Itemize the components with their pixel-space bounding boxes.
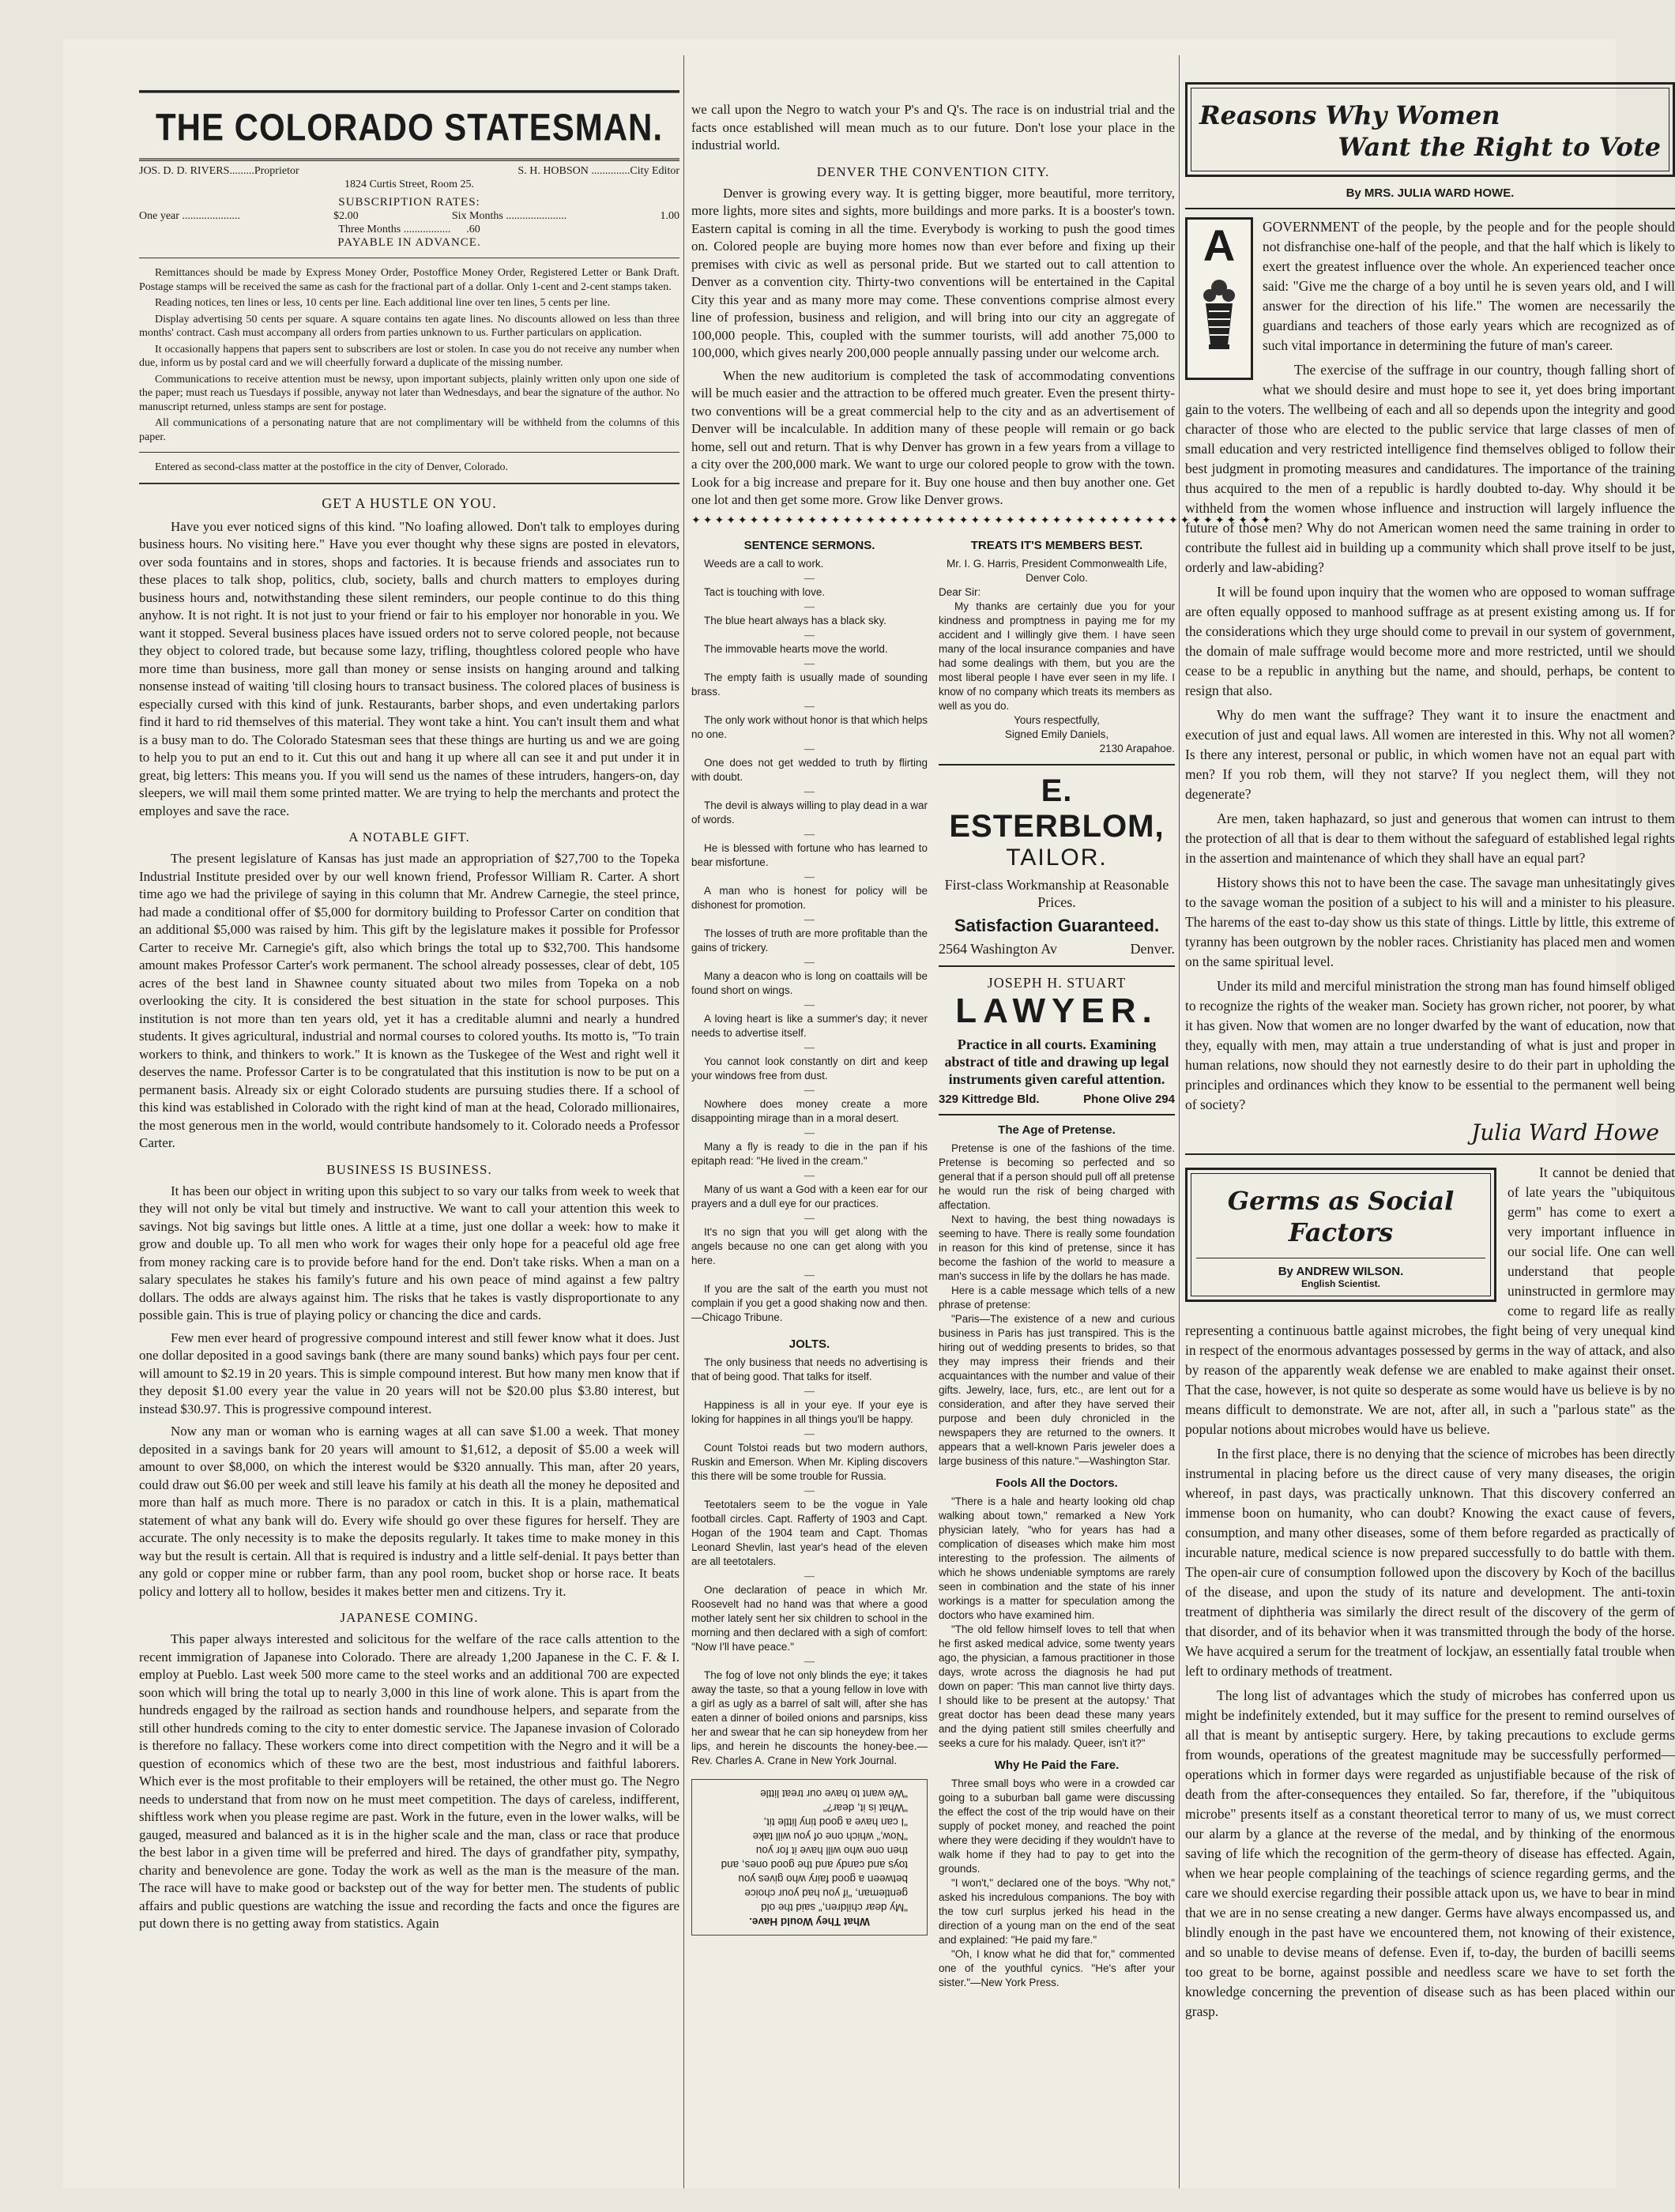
article-body: Denver is growing every way. It is getting bigger, more beautiful, more territory, more lights, more sites and sights, more buildings and more parks. It is a booster's town. Eastern capital is coming in all the time. Everybody is working to push the good times on. Colored people are buying more homes now than ever before and fixing up their premises with civic as well as personal pride. But we started out to call attention to Denver as a convention city. Thirty-two conventions will be entertained in the Capital City this year and as many more may come. These conventions comprise almost every line of profession, business and religion, and will bring into our city an aggregate of 100,000 people. This, coupled with the summer tourists, will add another 75,000 to 100,000, which gives nearly 200,000 people annually passing under our welcome arch. <box>691 185 1175 360</box>
sermons-item: Many of us want a God with a keen ear for our prayers and a dull eye for our practices. <box>691 1183 928 1209</box>
article-body: Have you ever noticed signs of this kind. "No loafing allowed. Don't talk to employes during business hours. No visiting here." Have you ever thought why these signs are posted in elevators, over soda fountains and in stores, shops and factories. It is because friends and associates run to these places to talk shop, politics, club, society, balls and church matters to employes during business hours and, notwithstanding these silent reminders, our people continue to do this thing anyhow. It is not right. It is not just to your friend or fair to his employer nor honorable in you. We want it stopped. Several business places have issued orders not to serve colored people, not because they object to colored trade, but because some lazy, trifling, thoughtless colored people who have more time than business, more gall than money or sense insists on hanging around and talking nonsense instead of waiting 'till closing hours to transact business. The colored places of business is especially cursed with this kind of junk. Restaurants, barber shops, and even undertaking parlors find it hard to rid themselves of this material. They wont take a hint. You can't insult them and what is a busy man to do. The Colorado Statesman sees that these things are hurting us and we are going to help you to put an end to it. Cut this out and hang it up where all can see it and put under it in great, big letters: This means you. If you will send us the names of these intruders, hangers-on, day sleepers, we will mail them some printed matter. We are trying to help the merchants and protect the employes and save the race. <box>139 518 679 818</box>
article-body: Are men, taken haphazard, so just and generous that women can intrust to them the protection of all that is dear to them without the safeguard of established legal rights in the assertion and maintenance of which they shall have an equal part? <box>1185 811 1675 866</box>
dash-separator: — <box>804 1384 815 1397</box>
article-headline: GET A HUSTLE ON YOU. <box>322 495 497 511</box>
tailor-address-row <box>939 941 1175 957</box>
notice-paragraph: Display advertising 50 cents per square. A square contains ten agate lines. No discounts allowed on less than three months' contract. Cash must accompany all orders from parties unknown to us. Further particulars on application. <box>139 313 679 339</box>
dash-separator: — <box>804 628 815 641</box>
lawyer-contact-row <box>939 1093 1175 1106</box>
rates-three-label: Three Months ................. <box>338 224 451 235</box>
upside-down-title: What They Would Have. <box>749 1915 870 1928</box>
sermons-item: If you are the salt of the earth you must not complain if you get a good shaking now and then.—Chicago Tribune. <box>691 1282 928 1323</box>
germs-role: English Scientist. <box>1300 1278 1381 1289</box>
tailor-guarantee: Satisfaction Guaranteed. <box>954 915 1160 935</box>
entered-notice: Entered as second-class matter at the postoffice in the city of Denver, Colorado. <box>155 461 509 473</box>
column-3 <box>1185 47 1675 2026</box>
sermons-column <box>691 532 928 1990</box>
proprietor: JOS. D. D. RIVERS.........Proprietor <box>139 165 299 177</box>
jolts-item: One declaration of peace in which Mr. Roosevelt had no hand was that where a good mother lately sent her six children to school in the morning and then declared with a sigh of comfort: "Now I'll have peace." <box>691 1583 928 1653</box>
staff-line <box>139 164 679 178</box>
ornamental-divider: ✦✦✦✦✦✦✦✦✦✦✦✦✦✦✦✦✦✦✦✦✦✦✦✦✦✦✦✦✦✦✦✦✦✦✦✦✦✦✦✦✦✦✦✦✦✦✦✦✦✦ <box>691 514 1274 527</box>
article-body: It cannot be denied that of late years the "ubiquitous germ" has come to exert a very important influence in our social life. One can well understand that people uninstructed in germlore may come to regard life as really representing a continuous battle against microbes, the fight being of very unequal kind in respect of the enormous advantages possessed by germs in the way of attack, and also by reason of the apparently weak defense we are enabled to make against their onset. That the case, however, is not quite so desperate as some would have us believe is by no means difficult to demonstrate. We are not, after all, in such a "parlous state" as the popular notions about microbes would have us believe. <box>1185 1164 1675 1437</box>
jolts-item: Count Tolstoi reads but two modern authors, Ruskin and Emerson. When Mr. Kipling discovers this there will be some trouble for Russia. <box>691 1441 928 1482</box>
lawyer-line: Practice in all courts. Examining abstract of title and drawing up legal instruments given careful attention. <box>944 1036 1169 1087</box>
howe-title-line1: Reasons Why Women <box>1199 100 1500 130</box>
article-body: In the first place, there is no denying that the science of microbes has been directly instrumental in placing before us the direct cause of very many diseases, the origin whereof, in past days, was practically unknown. That this discovery conferred an immense boon on humanity, who can doubt? Knowing the exact cause of fevers, consumption, and many other diseases, some of them before regarded as practically of incurable nature, medical science is now prepared successfully to do battle with them. The open-air cure of consumption followed upon the discovery by Koch of the bacillus of the disease, and upon the study of its nature and development. The anti-toxin treatment of diphtheria was similarly the direct result of the discovery of the germ of that disorder, and of its behavior when it was transmitted through the body of the horse. We have acquired a serum for the treatment of lockjaw, an essentially fatal trouble when left to ordinary methods of treatment. <box>1185 1446 1675 1679</box>
dash-separator: — <box>804 1569 815 1582</box>
sermons-item: Nowhere does money create a more disappointing mirage than in a moral desert. <box>691 1097 928 1124</box>
article-body: Now any man or woman who is earning wages at all can save $1.00 a week. That money deposited in a savings bank for 20 years will amount to $1,612, a deposit of $5.00 a week will amount to over $8,000, on which the interest would be $320 annually. This man, after 20 years, could draw out $6.00 per week and still leave his family at his death all the money he deposited and more than half as much more. There is no paradox or catch in this. It is a plain, mathematical statement of what any bank will do. Every wife should go over these figures for herself. They are accurate. The only necessity is to make the deposits regularly. It takes time to make money in this way but the result is certain. All that is required is industry and a little self-denial. It pays better than any gold or copper mine or rubber farm, than any pool room, bucket shop or horse race. It beats policy and lottery all to hollow, besides it makes better men and citizens. Try it. <box>139 1424 679 1599</box>
sermons-item: The only work without honor is that which helps no one. <box>691 713 928 740</box>
drop-cap-letter: A <box>1203 220 1236 270</box>
ads-column <box>939 532 1175 1990</box>
germs-title-line1: Germs as Social <box>1227 1186 1455 1216</box>
upside-lines-item: between a good fairy who gives you <box>738 1872 908 1885</box>
sermons-item: Tact is touching with love. <box>704 585 826 598</box>
dash-separator: — <box>804 1040 815 1053</box>
rates-title: SUBSCRIPTION RATES: <box>338 196 480 209</box>
treats-closing: Yours respectfully, <box>1014 713 1100 726</box>
sermons-headline: SENTENCE SERMONS. <box>743 538 875 552</box>
doctors-item: "The old fellow himself loves to tell that when he first asked medical advice, some twenty years ago, the physician, a famous practitioner in those days, wrote across the diagnosis he had put down on paper: 'This man cannot live thirty days. I should like to be present at the autopsy.' That great doctor has been dead these many years and the dying patient still smiles cheerfully and seeks a cure for his malady. Queer, isn't it?" <box>939 1623 1175 1749</box>
lawyer-name: JOSEPH H. STUART <box>987 974 1127 991</box>
dash-separator: — <box>804 1268 815 1281</box>
sermons-item: The blue heart always has a black sky. <box>704 614 886 626</box>
tailor-ad <box>939 773 1175 957</box>
upside-lines-item: "My dear children," said the old <box>761 1901 908 1913</box>
jolts-item: The only business that needs no advertising is that of being good. That talks for itself. <box>691 1356 928 1382</box>
germs-title-inner <box>1191 1173 1491 1296</box>
jolts-item: Teetotalers seem to be the vogue in Yale football circles. Capt. Rafferty of 1903 and Capt. Hogan of the 1904 team and Capt. Thomas Leonard Shevlin, last year's head of the eleven are all teetotalers. <box>691 1498 928 1567</box>
treats-headline: TREATS IT'S MEMBERS BEST. <box>970 538 1143 552</box>
article-body: It has been our object in writing upon this subject to so vary our talks from week to week that they will not only be vital but timely and instructive. We want to call your attention this week to savings. Not big savings but little ones. A little at a time, just one dollar a week: how to make it grow and double up. To all men who work for wages their only hope for a peaceful old age free from money racking care is to provide before hand for the end. Don't take risks. When a man on a salary speculates he stakes his family's future and his own peace of mind against a few paltry dollars. The odds are always against him. The risks that he takes is vastly disproportionate to any possible gain. This is true of playing policy or chancing the dice and cards. <box>139 1183 679 1322</box>
treats-address: 2130 Arapahoe. <box>1099 742 1175 754</box>
dash-separator: — <box>804 742 815 754</box>
sermons-item: Many a deacon who is long on coattails will be found short on wings. <box>691 969 928 996</box>
notice-paragraph: It occasionally happens that papers sent to subscribers are lost or stolen. In case you do not receive any number when due, inform us by postal card and we will cheerfully forward a duplicate of the missing number. <box>139 343 679 369</box>
fare-item: Three small boys who were in a crowded car going to a suburban ball game were discussing the effect the cost of the trip would have on their supply of pocket money, and reached the point where they were deciding if they wouldn't have to walk home if they had to pay to get into the grounds. <box>939 1777 1175 1875</box>
sermons-item: The immovable hearts move the world. <box>704 642 888 655</box>
tailor-trade: TAILOR. <box>1006 844 1108 871</box>
howe-byline: By MRS. JULIA WARD HOWE. <box>1346 186 1515 200</box>
dash-separator: — <box>804 699 815 712</box>
dash-separator: — <box>804 656 815 669</box>
pretense-body <box>939 1142 1175 1469</box>
article-body: The present legislature of Kansas has just made an appropriation of $27,700 to the Topeka Industrial Institute presided over by our well known friend, Professor William R. Carter. A short time ago we had the privilege of saying in this column that Mr. Andrew Carnegie, the steel prince, had made a conditional offer of $5,000 for dormitory building to Professor Carter on condition that an additional $5,000 was raised by him. This gift by the legislature makes it possible for Professor Carter to receive Mr. Carnegie's gift, also which brings the total up to $32,700. This handsome amount makes Professor Carter's work permanent. The school already possesses, clear of debt, 105 acres of the best land in Shawnee county situated about two miles from Topeka on a nob overlooking the city. It is considered the best situation in the state for school purposes. This institution is not more than ten years old, yet it has a creditable alumni and nearly a hundred students. It gives agricultural, industrial and normal courses to colored youths. Its motto is, "To train workers to think, and thinkers to work." It is known as the Tuskegee of the West and right well it deserves the name. Professor Carter is to be congratulated that this institution is now to be put on a permanent basis. Already six or eight Colorado students are pursuing studies there. If a school of this kind was established in Colorado with the right kind of man at the head, Colorado millionaires, the most generous men in the world, would contribute handsomely to it. Colorado needs a Professor Carter. <box>139 851 679 1150</box>
howe-title-line2: Want the Right to Vote <box>1338 132 1661 162</box>
article-headline: DENVER THE CONVENTION CITY. <box>816 164 1050 179</box>
upside-lines-item: "Now," which one of you will take <box>752 1830 908 1842</box>
pretense-headline: The Age of Pretense. <box>998 1123 1116 1137</box>
divider <box>939 965 1175 967</box>
article-headline: A NOTABLE GIFT. <box>348 830 470 845</box>
dash-separator: — <box>804 600 815 612</box>
doctors-headline: Fools All the Doctors. <box>996 1476 1118 1490</box>
article-body: The long list of advantages which the study of microbes has conferred upon us might be indefinitely extended, but it may suffice for the present to remind ourselves of all that is meant by antiseptic surgery. Here, by taking precautions to exclude germs from wounds, operations of the greatest magnitude may be successfully performed—operations which in former days were regarded as unjustifiable because of the risk of death from the after-consequences they entailed. So far, therefore, if the "ubiquitous microbe" presents itself as a constant theoretical terror to many of us, we must correct our alarm by a glance at the reverse of the medal, and by thinking of the enormous saving of life which the recognition of the germ-theory of disease has effected. Again, when we hear people complaining of the teachings of science regarding germs, and the care we should exercise regarding their possible attack upon us, we have to bear in mind that we are in no sense creating a new danger. Germs have always encompassed us, and blindly enough in the past have we encountered them, not knowing of their existence, and so unable to devise means of defense. Even if, to-day, the burden of bacilli seems too great to be borne, against possible and needless scare we have to set forth the knowledge concerning the prevention of disease such as has been placed within our grasp. <box>1185 1687 1675 2019</box>
column-2 <box>691 47 1274 1990</box>
city-editor: S. H. HOBSON ..............City Editor <box>518 165 679 177</box>
sermons-item: Many a fly is ready to die in the pan if his epitaph read: "He lived in the cream." <box>691 1140 928 1167</box>
notice-paragraph: Communications to receive attention must be newsy, upon important subjects, plainly written only upon one side of the paper; must reach us Tuesdays if possible, anyway not later than Wednesdays, and bear the signature of the author. No manuscript returned, unless stamps are sent for postage. <box>139 373 679 413</box>
divider <box>139 452 679 453</box>
upside-lines-item: "What is it, dear?" <box>822 1801 908 1814</box>
article-body: History shows this not to have been the case. The savage man unhesitatingly gives to the savage woman the position of a subject to his will and a minister to his pleasure. The harems of the east to-day show us this state of things. Little by little, this extreme of tyranny has been outgrown by the nobler races. Christianity has placed men and women on the same spiritual level. <box>1185 875 1675 969</box>
sermons-list <box>691 557 928 1325</box>
jolts-headline: JOLTS. <box>789 1337 830 1351</box>
office-address: 1824 Curtis Street, Room 25. <box>344 179 475 190</box>
fare-body <box>939 1777 1175 1990</box>
article-continuation: we call upon the Negro to watch your P's and Q's. The race is on industrial trial and the facts once established will mean much as to our future. Don't lose your place in the industrial world. <box>691 102 1175 152</box>
article-body: Few men ever heard of progressive compound interest and still fewer know what it does. Just one dollar deposited in a good savings bank (there are many sound banks) which pays four per cent. will amount to $2.19 in 20 years. This is simple compound interest. But how many men know that if they deposit $1.00 every year the value in 20 years will not be $20.00 plus $3.80 interest, but instead $30.97. This is progressive compound interest. <box>139 1330 679 1416</box>
sermons-item: It's no sign that you will get along with the angels because no one can get along with you here. <box>691 1225 928 1266</box>
tailor-city: Denver. <box>1130 940 1175 957</box>
sermons-item: A loving heart is like a summer's day; it never needs to advertise itself. <box>691 1012 928 1039</box>
dash-separator: — <box>804 912 815 925</box>
dash-separator: — <box>804 1083 815 1096</box>
sermons-item: You cannot look constantly on dirt and keep your windows free from dust. <box>691 1055 928 1082</box>
upside-lines-item: then one who will have it for you <box>755 1844 908 1856</box>
divider <box>939 1114 1175 1115</box>
fare-item: "Oh, I know what he did that for," commented one of the youthful cynics. "He's after your sister."—New York Press. <box>939 1947 1175 1988</box>
germs-byline: By ANDREW WILSON. <box>1196 1258 1485 1278</box>
dash-separator: — <box>804 1484 815 1496</box>
lawyer-phone: Phone Olive 294 <box>1083 1092 1175 1106</box>
column-1 <box>139 47 679 1938</box>
lawyer-address: 329 Kittredge Bld. <box>939 1092 1040 1106</box>
article-body: It will be found upon inquiry that the women who are opposed to woman suffrage are often equally opposed to manhood suffrage as at present existing among us. If for the considerations which they urge should come to prevail in our system of government, the domain of male suffrage would become more and more restricted, until we should cease to be a republic in anything but the name, and should, perhaps, be content to resign that also. <box>1185 584 1675 698</box>
fare-item: "I won't," declared one of the boys. "Why not," asked his incredulous companions. The boy with the tow curl surplus jerked his head in the direction of a young man on the end of the seat and explained: "He paid my fare." <box>939 1876 1175 1946</box>
howe-title-inner <box>1191 88 1669 171</box>
tailor-line: First-class Workmanship at Reasonable Prices. <box>944 876 1169 910</box>
upside-lines-item: gentleman, "if you had your choice <box>744 1887 908 1899</box>
jolts-item: The fog of love not only blinds the eye; it takes away the taste, so that a young fellow in love with a girl as ugly as a barrel of salt will, after she has eaten a dinner of boiled onions and parsnips, kiss her and swear that he can sip honeydew from her lips, and herein he discounts the honey-bee.—Rev. Charles A. Crane in New York Journal. <box>691 1668 928 1766</box>
upside-down-lines <box>698 1786 920 1914</box>
pretense-item: Pretense is one of the fashions of the time. Pretense is becoming so perfected and so general that if a person should pull off all pretense he would run the risk of being charged with affectation. <box>939 1142 1175 1211</box>
pretense-item: "Paris—The existence of a new and curious business in Paris has just transpired. This is the hiring out of wedding presents to brides, so that they may impress their friends and their acquaintances with the number and value of their gifts. Jewelry, lace, furs, etc., are lent out for a consideration, and after they have served their purpose and been duly chronicled in the newspapers they are returned to the owners. It appears that a well-known Paris jeweler does a large business of this nature."—Washington Star. <box>939 1312 1175 1467</box>
sermons-item: He is blessed with fortune who has learned to bear misfortune. <box>691 841 928 868</box>
doctors-body <box>939 1495 1175 1751</box>
treats-salutation: Dear Sir: <box>939 585 981 598</box>
article-headline: JAPANESE COMING. <box>340 1610 479 1625</box>
rates-year-label: One year ..................... <box>139 210 240 222</box>
article-body: This paper always interested and solicitous for the welfare of the race calls attention to the recent immigration of Japanese into Colorado. There are already 1,200 Japanese in the C. F. & I. employ at Pueblo. Last week 500 more came to the steel works and an additional 700 are expected soon which will bring the total up to nearly 3,000 in this line of work alone. This is apart from the hundreds engaged by the railroad as section hands and roundhouse helpers, and separate from the still other hundreds coming to the city to enter domestic service. The Japanese invasion of Colorado is therefore no fallacy. These workers come into direct competition with the Negro and it will be a question of economics which of these two are the best, most industrious and faithful laborers. Which ever is the most profitable to their employers will be retained, the other must go. The Negro needs to understand that from now on he must meet competition. The days of careless, indifferent, shiftless work when you please regime are past. Work in the future, even in the lower walks, will be gauged, measured and balanced as it is in the higher scale and the man, class or race that produce the best labor in a given time will be preferred and hired. The days of grandfather pity, sympathy, charity and benevolence are gone. Today the work as well as the man is the measure of the man. The race will have to make good or backstep out of the way for better men. The students of public affairs and public questions are watching the issue and recording the facts and once the figures are put down there is no getting away from statistics. Again <box>139 1631 679 1931</box>
notice-paragraph: Reading notices, ten lines or less, 10 cents per line. Each additional line over ten lines, 5 cents per line. <box>155 297 611 309</box>
article-body: Under its mild and merciful ministration the strong man has found himself obliged to recognize the rights of the weaker man. Society has grown richer, not poorer, by what it has given. Now that women are no longer dwarfed by the want of education, now that they, equally with men, may attain a true understanding of what is just and proper in human relations, now should they not earnestly desire to do their part in upholding the principles and ordinances which they know to be essential to the permanent well being of society? <box>1185 978 1675 1112</box>
rates-six: 1.00 <box>660 210 679 222</box>
howe-title-box <box>1185 82 1675 177</box>
rates-six-label: Six Months ...................... <box>451 210 567 222</box>
upside-lines-item: "We want to have our treat little <box>760 1787 908 1800</box>
lawyer-ad <box>939 975 1175 1106</box>
dash-separator: — <box>804 1168 815 1181</box>
sermons-item: The losses of truth are more profitable than the gains of trickery. <box>691 927 928 954</box>
tailor-address: 2564 Washington Av <box>939 940 1057 957</box>
tailor-name: E. ESTERBLOM, <box>949 773 1165 844</box>
article-body: The exercise of the suffrage in our country, though falling short of what we should desire and must hope to see it, yet does bring important gain to the voters. The wellbeing of each and all so depends upon the integrity and good character of those who are elected to the public service that large classes of men of small education and very restricted intelligence find themselves obliged to follow their best judgment in promoting measures and candidatures. The importance of the training thus acquired to the men of a republic is hardly doubted to-day. Why should it be withheld from the women whose influence and instruction will largely influence the future of those men? Why do not American women need the same training in order to contribute the fullest aid in building up a community which shall prove itself to be just, orderly and law-abiding? <box>1185 362 1675 575</box>
doctors-item: "There is a hale and hearty looking old chap walking about town," remarked a New York physician lately, "who for years has had a complication of diseases which make him most interesting to the profession. The ailments of which he shows undeniable symptoms are rarely seen in combination and the state of his inner workings is a matter for speculation among the doctors who have examined him. <box>939 1495 1175 1621</box>
dash-separator: — <box>804 955 815 968</box>
two-column-block <box>691 532 1175 1990</box>
article-body: Why do men want the suffrage? They want it to insure the enactment and execution of just and equal laws. All women are interested in this. Why not all women? Is there any interest, personal or public, in which women have not an equal part with men? If you rob them, will they not starve? If you neglect them, will they not degenerate? <box>1185 707 1675 802</box>
signature: Julia Ward Howe <box>1471 1119 1659 1146</box>
dash-separator: — <box>804 571 815 584</box>
newspaper-page <box>63 40 1675 2188</box>
rates-three: .60 <box>466 224 480 235</box>
pretense-item: Next to having, the best thing nowadays is seeming to have. There is really some foundation in reason for this kind of pretense, since it has become the fashion of the world to measure a man's success in life by the dollars he has made. <box>939 1213 1175 1282</box>
rates-year: $2.00 <box>333 210 359 222</box>
dash-separator: — <box>804 998 815 1010</box>
rates-row <box>139 223 679 236</box>
dash-separator: — <box>804 870 815 882</box>
germs-title-box <box>1185 1168 1496 1302</box>
dash-separator: — <box>804 1654 815 1667</box>
notice-paragraph: All communications of a personating nature that are not complimentary will be withheld from the columns of this paper. <box>139 417 679 443</box>
dash-separator: — <box>804 784 815 797</box>
dash-separator: — <box>804 1427 815 1439</box>
treats-addressee: Mr. I. G. Harris, President Commonwealth Life, Denver Colo. <box>946 557 1168 584</box>
article-headline: BUSINESS IS BUSINESS. <box>326 1161 492 1177</box>
article-body: When the new auditorium is completed the task of accommodating conventions will be much easier and the attraction to be offered much greater. Even the present thirty-two conventions will be a great commercial help to the city and as an advertisement of Denver will be incalculable. In addition many of these people will remain or go back home, sell out and return. That is why Denver has grown in a few years from a village to a city over the 200,000 mark. We want to urge our colored people to grow with the town. Look for a big increase and prepare for it. Buy one house and then buy another one. Get one lot and then get some more. Grow like Denver grows. <box>691 367 1175 507</box>
fare-headline: Why He Paid the Fare. <box>994 1758 1120 1772</box>
payable-notice: PAYABLE IN ADVANCE. <box>337 236 481 249</box>
drop-cap-box <box>1185 217 1253 380</box>
masthead-title: THE COLORADO STATESMAN. <box>139 90 679 161</box>
lawyer-title: LAWYER. <box>955 991 1158 1030</box>
sermons-item: The devil is always willing to play dead in a war of words. <box>691 799 928 826</box>
rates-row <box>139 209 679 223</box>
jolts-item: Happiness is all in your eye. If your eye is loking for happines in all things you'll be happy. <box>691 1398 928 1425</box>
dash-separator: — <box>804 827 815 840</box>
notice-paragraph: Remittances should be made by Express Money Order, Postoffice Money Order, Registered Letter or Bank Draft. Postage stamps will be received the same as cash for the fractional part of a dollar. Only 1-cent and 2-cent stamps taken. <box>139 267 679 293</box>
treats-body: My thanks are certainly due you for your kindness and promptness in paying me for my accident and I willingly give them. I have seen many of the local insurance companies and have had some dealings with them, but you are the most liberal people I have ever seen in my life. I know of no company which treats its members as well as you do. <box>939 600 1175 712</box>
dash-separator: — <box>804 1126 815 1138</box>
pretense-item: Here is a cable message which tells of a new phrase of pretense: <box>939 1284 1175 1311</box>
divider <box>139 483 679 484</box>
column-rule <box>1179 55 1180 2188</box>
upside-down-column <box>691 1779 928 1936</box>
jolts-list <box>691 1356 928 1768</box>
upside-lines-item: toys and candy and the good ones, and <box>721 1858 908 1871</box>
divider <box>1185 208 1675 209</box>
sermons-item: One does not get wedded to truth by flirting with doubt. <box>691 756 928 783</box>
sermons-item: Weeds are a call to work. <box>704 557 824 570</box>
germs-title-line2: Factors <box>1288 1217 1394 1247</box>
article-body: GOVERNMENT of the people, by the people and for the people should not disfranchise one-half of the people, and that the half which is likely to exert the greatest influence over the whole. An experienced teacher once said: "Give me the charge of a boy until he is seven years old, and I will answer for the direction of his life." The women are necessarily the guardians and teachers of those early years which are recognized as of such vital importance in determining the future of man's career. <box>1263 219 1675 353</box>
treats-signature: Signed Emily Daniels, <box>1004 728 1109 740</box>
flower-basket-icon <box>1199 276 1239 356</box>
divider <box>1185 1153 1675 1155</box>
upside-lines-item: "I can have a good tiny little tit, <box>763 1815 908 1828</box>
dash-separator: — <box>804 1211 815 1224</box>
sermons-item: A man who is honest for policy will be dishonest for promotion. <box>691 884 928 911</box>
sermons-item: The empty faith is usually made of sounding brass. <box>691 671 928 698</box>
divider <box>939 764 1175 766</box>
column-rule <box>683 55 684 2188</box>
